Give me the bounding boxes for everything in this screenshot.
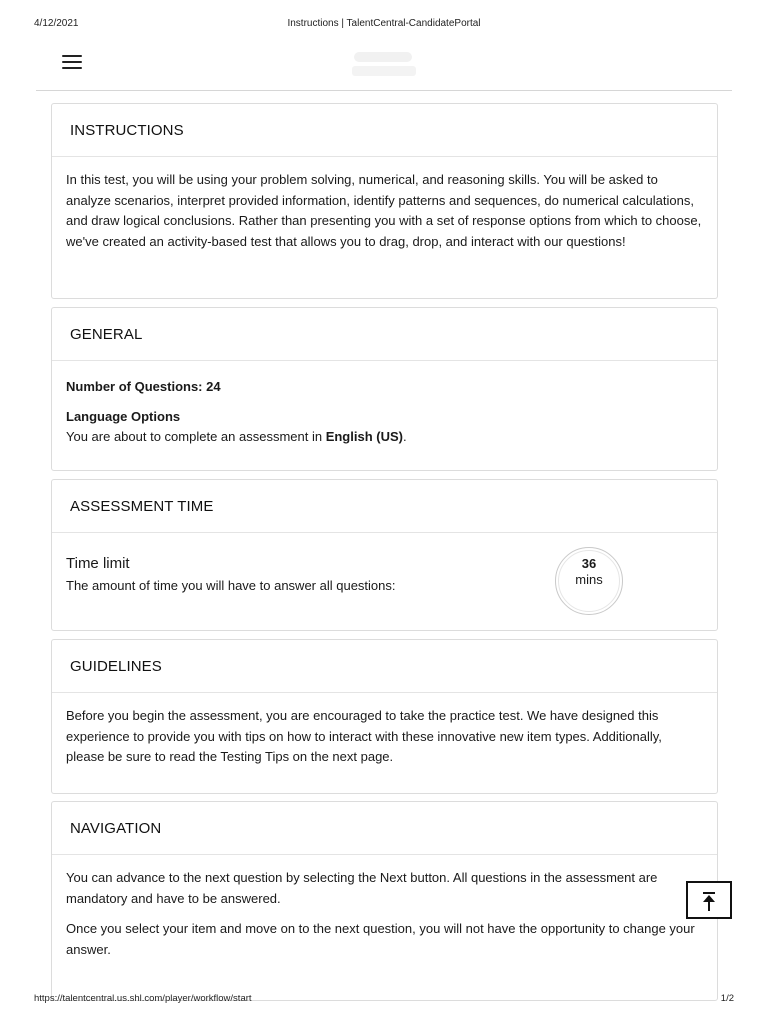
top-bar [36,40,732,91]
guidelines-card [51,639,718,794]
print-date: 4/12/2021 [34,18,79,29]
print-page-number: 1/2 [720,993,734,1004]
navigation-card [51,801,718,1001]
instructions-heading: INSTRUCTIONS [70,121,184,139]
time-limit-minutes: 36 [581,556,597,571]
guidelines-header [52,640,717,693]
assessment-time-header [52,480,717,533]
time-limit-unit: mins [575,572,603,587]
instructions-header [52,104,717,157]
navigation-header [52,802,717,855]
language-value: English (US) [325,429,403,444]
time-limit-badge [555,547,623,615]
scroll-to-top-button[interactable] [686,881,732,919]
navigation-text-2: Once you select your item and move on to the next question, you will not have the opportunity to change your answer. [66,921,695,957]
number-of-questions: Number of Questions: 24 [66,379,221,394]
instructions-card [51,103,718,299]
assessment-time-heading: ASSESSMENT TIME [70,497,214,515]
print-header [34,18,734,32]
instructions-text: In this test, you will be using your problem solving, numerical, and reasoning skills. You will be asked to analyze scenarios, interpret provided information, identify patterns and sequences, do numerical calculations, and draw logical conclusions. Rather than presenting you with a set of response options from which to choose, we've created an activity-based test that allows you to drag, drop, and interact with our questions! [66,172,702,249]
print-page-title: Instructions | TalentCentral-CandidatePortal [287,18,481,29]
time-limit-description: The amount of time you will have to answer all questions: [66,578,396,593]
navigation-heading: NAVIGATION [70,819,162,837]
print-url: https://talentcentral.us.shl.com/player/workflow/start [34,993,252,1004]
navigation-text-1: You can advance to the next question by selecting the Next button. All questions in the assessment are mandatory and have to be answered. [66,870,658,906]
general-heading: GENERAL [70,325,143,343]
language-options-label: Language Options [66,408,181,424]
guidelines-text: Before you begin the assessment, you are encouraged to take the practice test. We have designed this experience to provide you with tips on how to interact with these innovative new item types. Additionally, please be sure to read the Testing Tips on the next page. [66,708,662,764]
hamburger-menu-icon[interactable] [62,54,84,72]
company-logo [350,48,418,82]
time-limit-label: Time limit [66,555,130,572]
general-header [52,308,717,361]
guidelines-heading: GUIDELINES [70,657,162,675]
print-footer [34,993,734,1007]
language-text: You are about to complete an assessment in English (US). [66,429,407,444]
assessment-time-card [51,479,718,631]
general-card [51,307,718,471]
